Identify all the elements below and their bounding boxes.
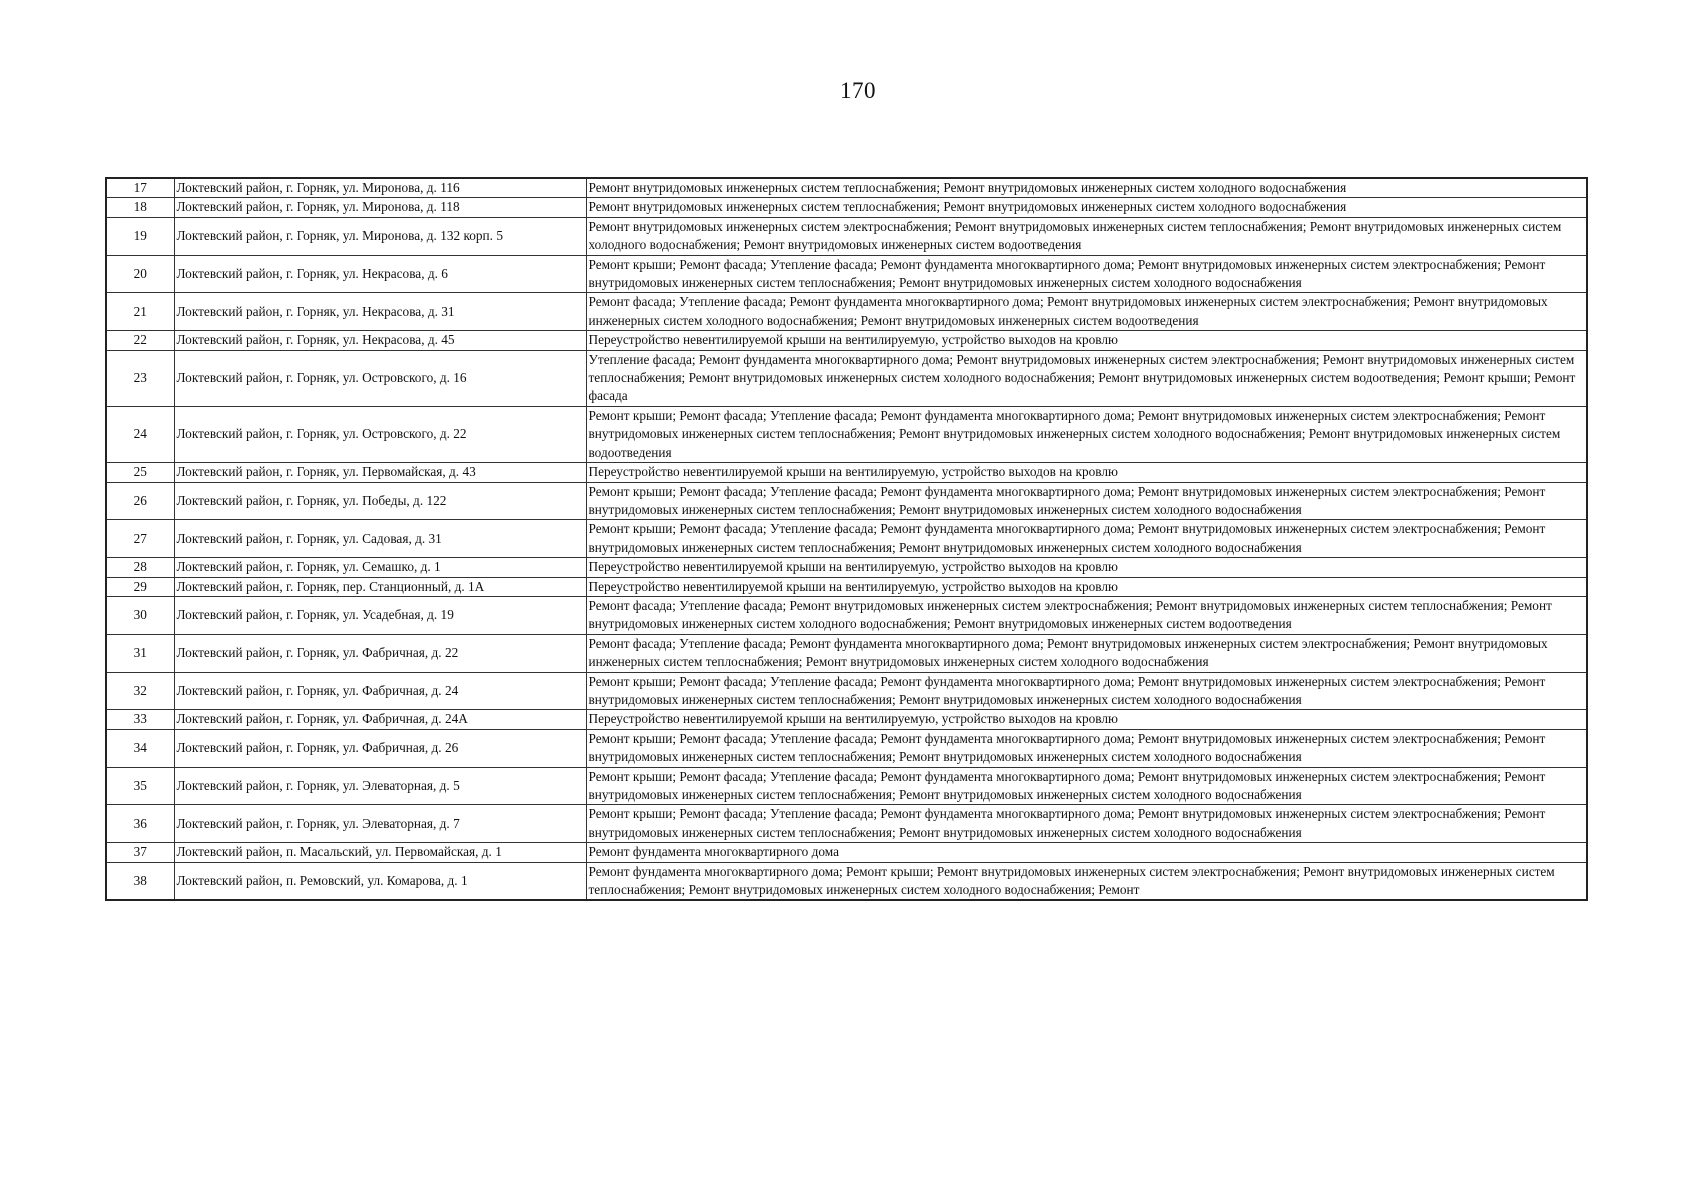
row-number: 34 bbox=[106, 729, 174, 767]
table-row bbox=[106, 596, 1587, 634]
row-number: 28 bbox=[106, 558, 174, 577]
row-number: 23 bbox=[106, 350, 174, 406]
table-row bbox=[106, 634, 1587, 672]
house-address: Локтевский район, г. Горняк, ул. Некрасова, д. 6 bbox=[174, 255, 586, 293]
house-address: Локтевский район, г. Горняк, ул. Островского, д. 22 bbox=[174, 406, 586, 462]
row-number: 19 bbox=[106, 217, 174, 255]
repair-works: Переустройство невентилируемой крыши на вентилируемую, устройство выходов на кровлю bbox=[586, 558, 1587, 577]
repair-works: Ремонт внутридомовых инженерных систем электроснабжения; Ремонт внутридомовых инженерных систем теплоснабжения; Ремонт внутридомовых инженерных систем холодного водоснабжения; Ремонт внутридомовых инженерных систем водоотведения bbox=[586, 217, 1587, 255]
table-row bbox=[106, 178, 1587, 198]
row-number: 38 bbox=[106, 862, 174, 900]
table-row bbox=[106, 558, 1587, 577]
table-row bbox=[106, 482, 1587, 520]
house-address: Локтевский район, г. Горняк, ул. Первомайская, д. 43 bbox=[174, 463, 586, 482]
house-address: Локтевский район, п. Ремовский, ул. Комарова, д. 1 bbox=[174, 862, 586, 900]
repair-works: Ремонт фундамента многоквартирного дома bbox=[586, 843, 1587, 862]
table-row bbox=[106, 198, 1587, 217]
repair-works: Ремонт внутридомовых инженерных систем теплоснабжения; Ремонт внутридомовых инженерных систем холодного водоснабжения bbox=[586, 198, 1587, 217]
repair-works: Переустройство невентилируемой крыши на вентилируемую, устройство выходов на кровлю bbox=[586, 331, 1587, 350]
house-address: Локтевский район, г. Горняк, ул. Некрасова, д. 45 bbox=[174, 331, 586, 350]
table-row bbox=[106, 729, 1587, 767]
table-row bbox=[106, 843, 1587, 862]
repair-works: Утепление фасада; Ремонт фундамента многоквартирного дома; Ремонт внутридомовых инженерных систем электроснабжения; Ремонт внутридомовых инженерных систем теплоснабжения; Ремонт внутридомовых инженерных систем холодного водоснабжения; Ремонт внутридомовых инженерных систем водоотведения; Ремонт крыши; Ремонт фасада bbox=[586, 350, 1587, 406]
table-row bbox=[106, 406, 1587, 462]
repair-works: Ремонт крыши; Ремонт фасада; Утепление фасада; Ремонт фундамента многоквартирного дома; Ремонт внутридомовых инженерных систем электроснабжения; Ремонт внутридомовых инженерных систем теплоснабжения; Ремонт внутридомовых инженерных систем холодного водоснабжения bbox=[586, 805, 1587, 843]
house-address: Локтевский район, г. Горняк, ул. Элеваторная, д. 7 bbox=[174, 805, 586, 843]
table-row bbox=[106, 710, 1587, 729]
table-row bbox=[106, 255, 1587, 293]
repair-works: Ремонт крыши; Ремонт фасада; Утепление фасада; Ремонт фундамента многоквартирного дома; Ремонт внутридомовых инженерных систем электроснабжения; Ремонт внутридомовых инженерных систем теплоснабжения; Ремонт внутридомовых инженерных систем холодного водоснабжения bbox=[586, 255, 1587, 293]
row-number: 37 bbox=[106, 843, 174, 862]
repair-works: Ремонт крыши; Ремонт фасада; Утепление фасада; Ремонт фундамента многоквартирного дома; Ремонт внутридомовых инженерных систем электроснабжения; Ремонт внутридомовых инженерных систем теплоснабжения; Ремонт внутридомовых инженерных систем холодного водоснабжения bbox=[586, 520, 1587, 558]
house-address: Локтевский район, г. Горняк, ул. Победы, д. 122 bbox=[174, 482, 586, 520]
repair-works: Ремонт крыши; Ремонт фасада; Утепление фасада; Ремонт фундамента многоквартирного дома; Ремонт внутридомовых инженерных систем электроснабжения; Ремонт внутридомовых инженерных систем теплоснабжения; Ремонт внутридомовых инженерных систем холодного водоснабжения bbox=[586, 482, 1587, 520]
repair-works: Ремонт внутридомовых инженерных систем теплоснабжения; Ремонт внутридомовых инженерных систем холодного водоснабжения bbox=[586, 178, 1587, 198]
row-number: 25 bbox=[106, 463, 174, 482]
house-address: Локтевский район, г. Горняк, ул. Островского, д. 16 bbox=[174, 350, 586, 406]
row-number: 29 bbox=[106, 577, 174, 596]
repair-works: Ремонт крыши; Ремонт фасада; Утепление фасада; Ремонт фундамента многоквартирного дома; Ремонт внутридомовых инженерных систем электроснабжения; Ремонт внутридомовых инженерных систем теплоснабжения; Ремонт внутридомовых инженерных систем холодного водоснабжения; Ремонт внутридомовых инженерных систем водоотведения bbox=[586, 406, 1587, 462]
repair-works: Ремонт крыши; Ремонт фасада; Утепление фасада; Ремонт фундамента многоквартирного дома; Ремонт внутридомовых инженерных систем электроснабжения; Ремонт внутридомовых инженерных систем теплоснабжения; Ремонт внутридомовых инженерных систем холодного водоснабжения bbox=[586, 767, 1587, 805]
row-number: 17 bbox=[106, 178, 174, 198]
page-number: 170 bbox=[840, 78, 876, 103]
table-row bbox=[106, 331, 1587, 350]
repair-works: Переустройство невентилируемой крыши на вентилируемую, устройство выходов на кровлю bbox=[586, 710, 1587, 729]
table-row bbox=[106, 862, 1587, 900]
repair-works: Ремонт фундамента многоквартирного дома; Ремонт крыши; Ремонт внутридомовых инженерных систем электроснабжения; Ремонт внутридомовых инженерных систем теплоснабжения; Ремонт внутридомовых инженерных систем холодного водоснабжения; Ремонт bbox=[586, 862, 1587, 900]
table-row bbox=[106, 577, 1587, 596]
table-row bbox=[106, 350, 1587, 406]
row-number: 26 bbox=[106, 482, 174, 520]
table-row bbox=[106, 805, 1587, 843]
house-address: Локтевский район, г. Горняк, ул. Миронова, д. 116 bbox=[174, 178, 586, 198]
row-number: 24 bbox=[106, 406, 174, 462]
row-number: 18 bbox=[106, 198, 174, 217]
house-address: Локтевский район, г. Горняк, ул. Некрасова, д. 31 bbox=[174, 293, 586, 331]
house-address: Локтевский район, г. Горняк, ул. Семашко, д. 1 bbox=[174, 558, 586, 577]
repair-works: Ремонт крыши; Ремонт фасада; Утепление фасада; Ремонт фундамента многоквартирного дома; Ремонт внутридомовых инженерных систем электроснабжения; Ремонт внутридомовых инженерных систем теплоснабжения; Ремонт внутридомовых инженерных систем холодного водоснабжения bbox=[586, 729, 1587, 767]
repair-works: Переустройство невентилируемой крыши на вентилируемую, устройство выходов на кровлю bbox=[586, 577, 1587, 596]
row-number: 32 bbox=[106, 672, 174, 710]
row-number: 30 bbox=[106, 596, 174, 634]
registry-table-body bbox=[106, 178, 1587, 900]
house-address: Локтевский район, г. Горняк, ул. Элеваторная, д. 5 bbox=[174, 767, 586, 805]
house-address: Локтевский район, г. Горняк, ул. Фабричная, д. 22 bbox=[174, 634, 586, 672]
repair-works: Ремонт крыши; Ремонт фасада; Утепление фасада; Ремонт фундамента многоквартирного дома; Ремонт внутридомовых инженерных систем электроснабжения; Ремонт внутридомовых инженерных систем теплоснабжения; Ремонт внутридомовых инженерных систем холодного водоснабжения bbox=[586, 672, 1587, 710]
row-number: 35 bbox=[106, 767, 174, 805]
house-address: Локтевский район, г. Горняк, ул. Фабричная, д. 26 bbox=[174, 729, 586, 767]
row-number: 33 bbox=[106, 710, 174, 729]
table-row bbox=[106, 293, 1587, 331]
repair-works: Переустройство невентилируемой крыши на вентилируемую, устройство выходов на кровлю bbox=[586, 463, 1587, 482]
table-row bbox=[106, 767, 1587, 805]
house-address: Локтевский район, г. Горняк, ул. Миронова, д. 118 bbox=[174, 198, 586, 217]
row-number: 21 bbox=[106, 293, 174, 331]
house-address: Локтевский район, п. Масальский, ул. Первомайская, д. 1 bbox=[174, 843, 586, 862]
house-address: Локтевский район, г. Горняк, ул. Фабричная, д. 24А bbox=[174, 710, 586, 729]
repair-works: Ремонт фасада; Утепление фасада; Ремонт фундамента многоквартирного дома; Ремонт внутридомовых инженерных систем электроснабжения; Ремонт внутридомовых инженерных систем теплоснабжения; Ремонт внутридомовых инженерных систем холодного водоснабжения bbox=[586, 634, 1587, 672]
row-number: 27 bbox=[106, 520, 174, 558]
registry-table bbox=[105, 177, 1588, 901]
house-address: Локтевский район, г. Горняк, ул. Миронова, д. 132 корп. 5 bbox=[174, 217, 586, 255]
table-row bbox=[106, 672, 1587, 710]
row-number: 20 bbox=[106, 255, 174, 293]
table-row bbox=[106, 217, 1587, 255]
house-address: Локтевский район, г. Горняк, ул. Садовая, д. 31 bbox=[174, 520, 586, 558]
row-number: 31 bbox=[106, 634, 174, 672]
repair-works: Ремонт фасада; Утепление фасада; Ремонт внутридомовых инженерных систем электроснабжения; Ремонт внутридомовых инженерных систем теплоснабжения; Ремонт внутридомовых инженерных систем холодного водоснабжения; Ремонт внутридомовых инженерных систем водоотведения bbox=[586, 596, 1587, 634]
table-row bbox=[106, 520, 1587, 558]
table-row bbox=[106, 463, 1587, 482]
repair-works: Ремонт фасада; Утепление фасада; Ремонт фундамента многоквартирного дома; Ремонт внутридомовых инженерных систем электроснабжения; Ремонт внутридомовых инженерных систем холодного водоснабжения; Ремонт внутридомовых инженерных систем водоотведения bbox=[586, 293, 1587, 331]
house-address: Локтевский район, г. Горняк, ул. Фабричная, д. 24 bbox=[174, 672, 586, 710]
row-number: 22 bbox=[106, 331, 174, 350]
row-number: 36 bbox=[106, 805, 174, 843]
house-address: Локтевский район, г. Горняк, ул. Усадебная, д. 19 bbox=[174, 596, 586, 634]
house-address: Локтевский район, г. Горняк, пер. Станционный, д. 1А bbox=[174, 577, 586, 596]
